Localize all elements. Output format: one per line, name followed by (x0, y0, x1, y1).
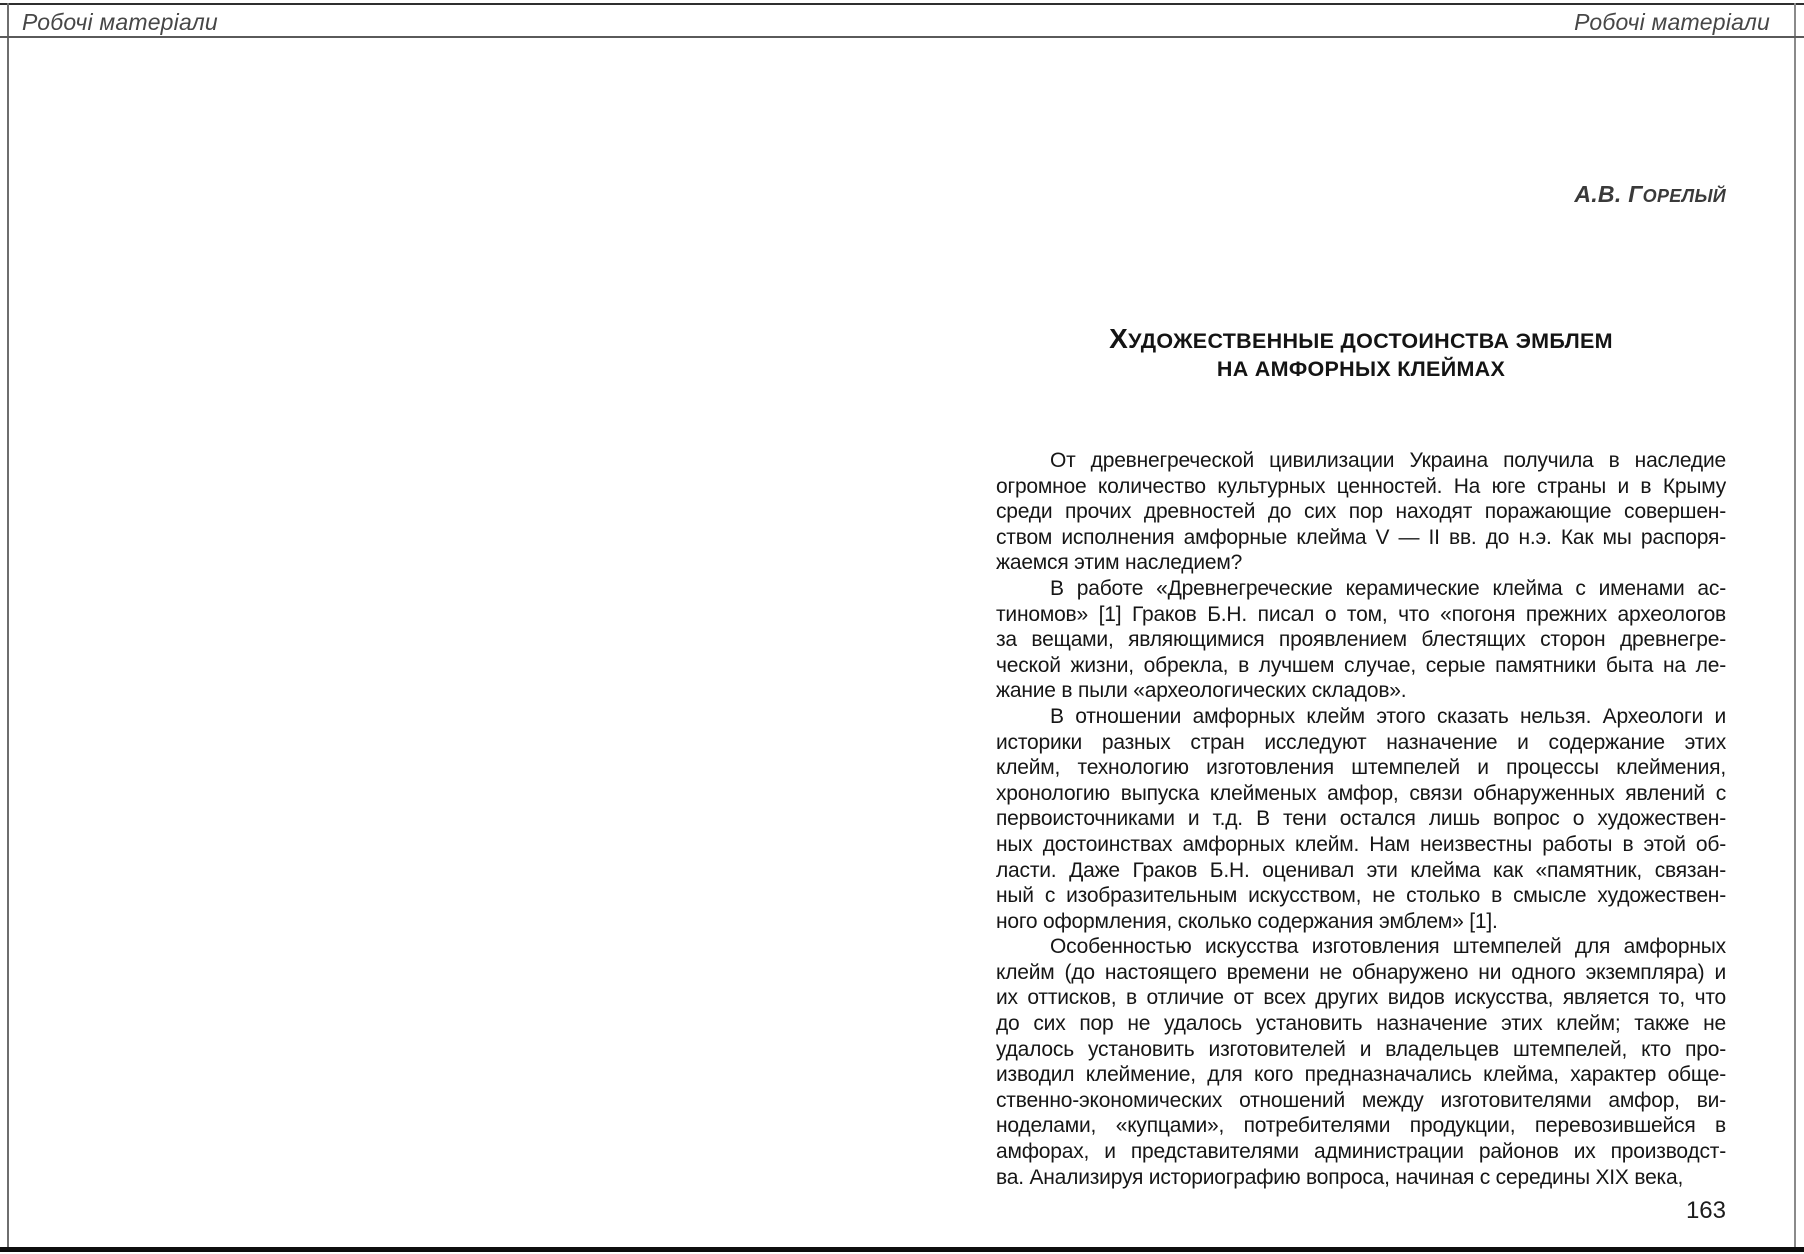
article-body (996, 448, 1726, 1190)
article-title-line2: НА АМФОРНЫХ КЛЕЙМАХ (1216, 357, 1506, 381)
body-line: жание в пыли «археологических складов». (996, 679, 1407, 703)
article-title-line1-rest: УДОЖЕСТВЕННЫЕ ДОСТОИНСТВА ЭМБЛЕМ (1128, 329, 1613, 353)
body-line: ный с изобразительным искусством, не столько в смысле художествен- (996, 884, 1726, 908)
page-right-rule (1794, 3, 1796, 1248)
body-line: ных достоинствах амфорных клейм. Нам неизвестны работы в этой об- (996, 832, 1726, 856)
body-line: огромное количество культурных ценностей. На юге страны и в Крыму (996, 474, 1726, 498)
body-line: жаемся этим наследием? (996, 551, 1243, 575)
body-line: Особенностью искусства изготовления штемпелей для амфорных (1050, 935, 1726, 959)
body-line: тиномов» [1] Граков Б.Н. писал о том, что «погоня прежних археологов (996, 602, 1726, 626)
author-name-lead: А.В. Г (1574, 181, 1643, 207)
body-line: хронологию выпуска клейменых амфор, связи обнаруженных явлений с (996, 781, 1726, 805)
body-line: среди прочих древностей до сих пор находят поражающие совершен- (996, 500, 1726, 524)
paragraph (996, 576, 1726, 704)
body-line: их оттисков, в отличие от всех других видов искусства, является то, что (996, 986, 1726, 1010)
body-line: В работе «Древнегреческие керамические клейма с именами ас- (1050, 576, 1726, 600)
body-line: историки разных стран исследуют назначение и содержание этих (996, 730, 1726, 754)
paragraph (996, 934, 1726, 1190)
body-line: за вещами, являющимися проявлением блестящих сторон древнегре- (996, 628, 1726, 652)
article-title (996, 325, 1726, 383)
page-top-rule (0, 3, 1804, 5)
body-line: ного оформления, сколько содержания эмблем» [1]. (996, 909, 1498, 933)
body-line: клейм, технологию изготовления штемпелей и процессы клеймения, (996, 756, 1726, 780)
page-left-rule (7, 3, 9, 1248)
page-number: 163 (1685, 1197, 1726, 1224)
body-line: удалось установить изготовителей и владельцев штемпелей, кто про- (996, 1037, 1726, 1061)
body-line: ственно-экономических отношений между изготовителями амфор, ви- (996, 1088, 1726, 1112)
article-title-line1-lead: Х (1109, 323, 1129, 354)
running-head-left: Робочі матеріали (22, 9, 218, 35)
running-head-right: Робочі матеріали (1574, 9, 1770, 35)
body-line: ческой жизни, обрекла, в лучшем случае, серые памятники быта на ле- (996, 653, 1726, 677)
body-line: первоисточниками и т.д. В тени остался лишь вопрос о художествен- (996, 807, 1726, 831)
article-title-line1 (996, 325, 1726, 355)
body-line: амфорах, и представителями администрации районов их производст- (996, 1140, 1726, 1164)
body-line: ва. Анализируя историографию вопроса, начиная с середины XIX века, (996, 1165, 1684, 1189)
body-line: В отношении амфорных клейм этого сказать нельзя. Археологи и (1050, 704, 1726, 728)
author-byline (996, 181, 1726, 208)
page-bottom-rule (0, 1247, 1804, 1252)
body-line: до сих пор не удалось установить назначение этих клейм; также не (996, 1012, 1726, 1036)
author-name-rest: ОРЕЛЫЙ (1642, 186, 1726, 206)
body-line: ласти. Даже Граков Б.Н. оценивал эти клейма как «памятник, связан- (996, 858, 1726, 882)
paragraph (996, 448, 1726, 576)
body-line: ством исполнения амфорные клейма V — II вв. до н.э. Как мы распоря- (996, 525, 1726, 549)
paragraph (996, 704, 1726, 934)
header-separator-rule (0, 36, 1804, 38)
body-line: клейм (до настоящего времени не обнаружено ни одного экземпляра) и (996, 960, 1726, 984)
body-line: ноделами, «купцами», потребителями продукции, перевозившейся в (996, 1114, 1726, 1138)
body-line: От древнегреческой цивилизации Украина получила в наследие (1050, 449, 1726, 472)
body-line: изводил клеймение, для кого предназначались клейма, характер обще- (996, 1063, 1726, 1087)
